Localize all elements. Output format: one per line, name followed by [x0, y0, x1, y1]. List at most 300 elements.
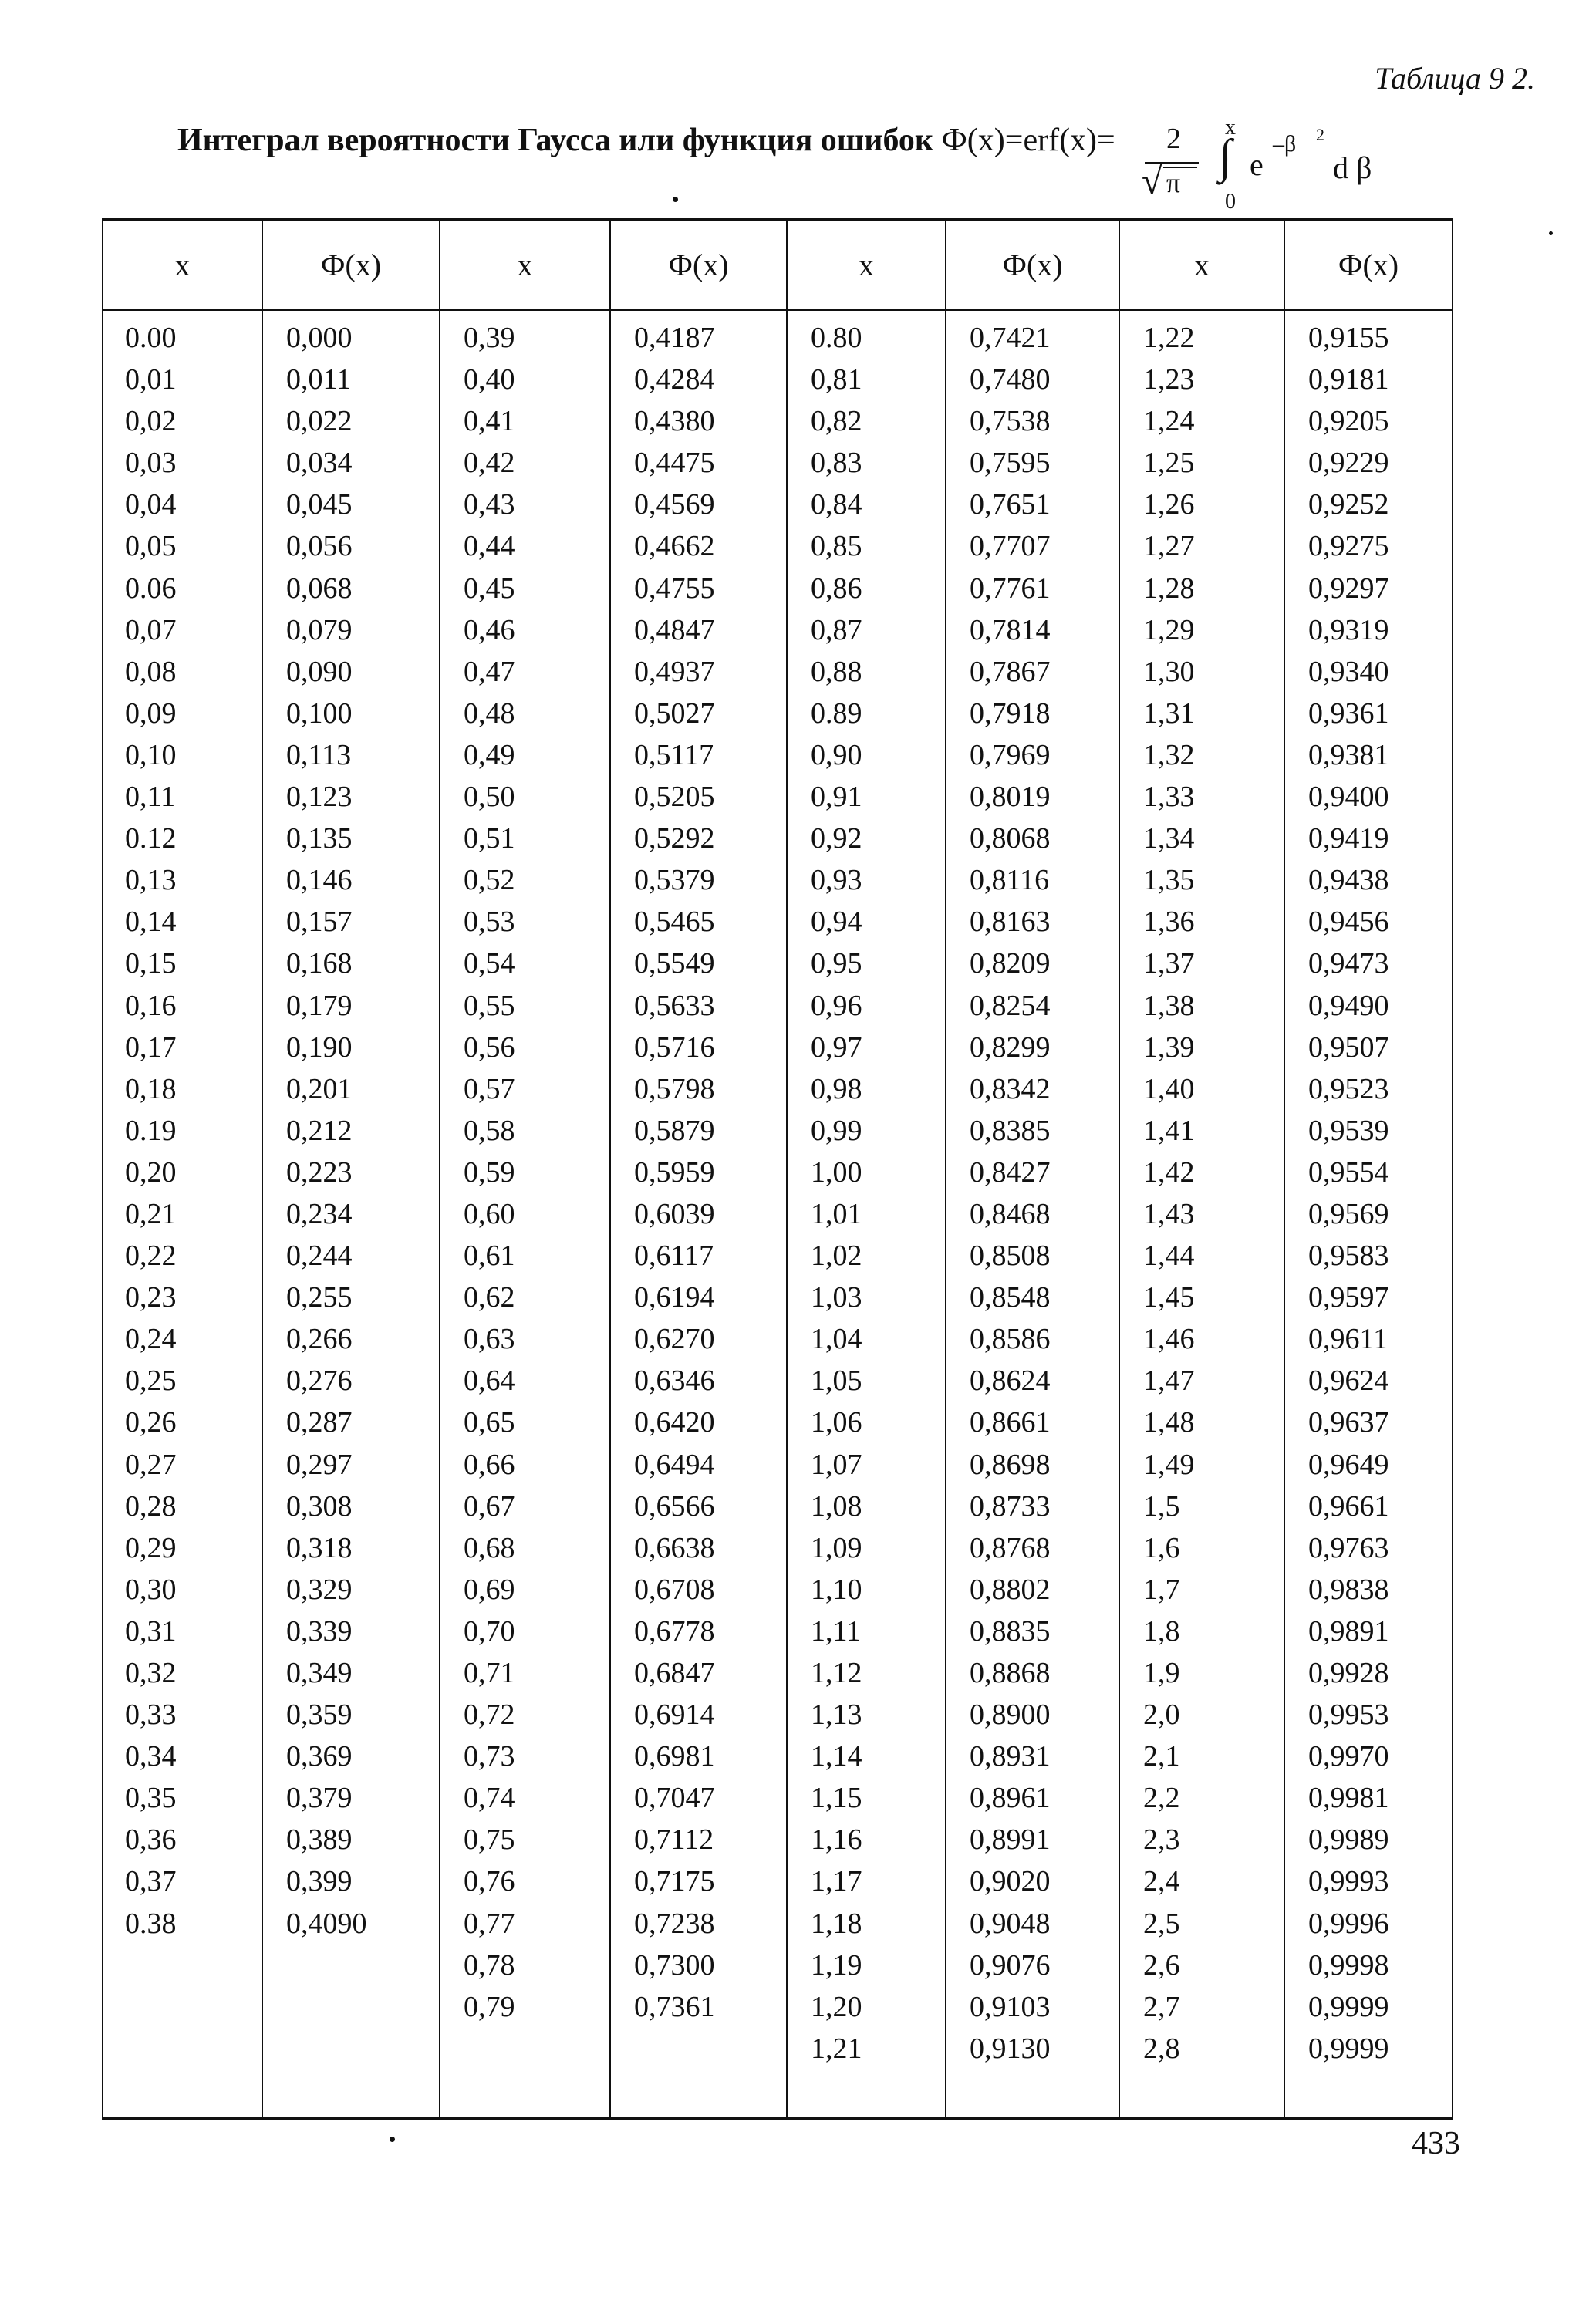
- table-cell: 0,9624: [1308, 1364, 1389, 1398]
- table-cell: 0,9130: [970, 2032, 1051, 2065]
- table-cell: 0,123: [286, 781, 353, 814]
- table-cell: 0,7421: [970, 322, 1051, 354]
- table-cell: 1,02: [811, 1240, 862, 1273]
- table-cell: 0,29: [125, 1531, 177, 1564]
- table-cell: 0,212: [286, 1114, 353, 1147]
- table-cell: 0.12: [125, 822, 177, 855]
- table-cell: 0,97: [811, 1031, 862, 1064]
- table-cell: 0,61: [464, 1240, 515, 1273]
- formula-pi: π: [1166, 167, 1181, 198]
- table-cell: 0,7361: [634, 1990, 715, 2023]
- table-cell: 0,7538: [970, 405, 1051, 438]
- table-cell: 0,8254: [970, 989, 1051, 1022]
- table-cell: 1,28: [1143, 572, 1195, 605]
- table-cell: 1,17: [811, 1865, 862, 1898]
- column-header: Ф(x): [1284, 219, 1453, 310]
- table-cell: 0,16: [125, 989, 177, 1022]
- table-cell: 0,7867: [970, 655, 1051, 688]
- table-cell: 0,339: [286, 1614, 353, 1648]
- table-cell: 0,6117: [634, 1240, 714, 1273]
- table-cell: 0,9252: [1308, 488, 1389, 521]
- table-cell: 1,12: [811, 1657, 862, 1689]
- table-cell: 0,5379: [634, 864, 715, 897]
- page-number: 433: [1412, 2126, 1460, 2161]
- table-cell: 2,6: [1143, 1948, 1180, 1982]
- table-cell: 0,379: [286, 1782, 353, 1815]
- table-cell: 1,19: [811, 1948, 862, 1982]
- table-cell: 0,9611: [1308, 1323, 1388, 1356]
- table-cell: 0,17: [125, 1031, 177, 1064]
- table-cell: 1,20: [811, 1990, 862, 2023]
- table-cell: 0,7918: [970, 697, 1051, 730]
- table-cell: 0,24: [125, 1323, 177, 1356]
- table-cell: 0,090: [286, 655, 353, 688]
- table-cell: 0,8209: [970, 947, 1051, 980]
- table-cell: 0,9076: [970, 1948, 1051, 1982]
- table-cell: 0,9229: [1308, 447, 1389, 480]
- table-cell: 0,87: [811, 613, 862, 646]
- table-cell: 0,7814: [970, 613, 1051, 646]
- table-cell: 0,03: [125, 447, 177, 480]
- table-title: [177, 122, 1115, 159]
- table-cell: 0,9996: [1308, 1907, 1389, 1940]
- table-cell: 0,41: [464, 405, 515, 438]
- column-header: Ф(x): [610, 219, 787, 310]
- table-cell: 0,9319: [1308, 613, 1389, 646]
- table-cell: 0,4662: [634, 530, 715, 563]
- table-cell: 0,9637: [1308, 1406, 1389, 1439]
- table-cell: 0,201: [286, 1072, 353, 1105]
- table-cell: 0,297: [286, 1448, 353, 1481]
- table-cell: 1,00: [811, 1155, 862, 1189]
- table-cell: 0,58: [464, 1114, 515, 1147]
- table-cell: 1,22: [1143, 322, 1195, 354]
- table-cell: 1,21: [811, 2032, 862, 2065]
- table-cell: 0,168: [286, 947, 353, 980]
- table-cell: 0,4380: [634, 405, 715, 438]
- table-cell: 1,33: [1143, 781, 1195, 814]
- table-cell: 0.38: [125, 1907, 177, 1940]
- table-cell: 0,79: [464, 1990, 515, 2023]
- table-cell: 0,349: [286, 1657, 353, 1689]
- column-header: x: [103, 219, 262, 310]
- print-speck: [673, 197, 678, 202]
- erf-formula: [1134, 116, 1381, 216]
- table-cell: 0,9649: [1308, 1448, 1389, 1481]
- table-cell: 0,4755: [634, 572, 715, 605]
- table-cell: 0,96: [811, 989, 862, 1022]
- table-cell: 0,8961: [970, 1782, 1051, 1815]
- table-cell: 0,9419: [1308, 822, 1389, 855]
- table-cell: 0,9838: [1308, 1573, 1389, 1606]
- table-cell: 0,255: [286, 1281, 353, 1314]
- column-header: x: [1119, 219, 1284, 310]
- table-cell: 0,8698: [970, 1448, 1051, 1481]
- table-cell: 0,52: [464, 864, 515, 897]
- table-cell: 0,6494: [634, 1448, 715, 1481]
- table-cell: 0,5292: [634, 822, 715, 855]
- table-cell: 0,08: [125, 655, 177, 688]
- table-cell: 1,13: [811, 1698, 862, 1732]
- table-cell: 1,32: [1143, 738, 1195, 771]
- table-cell: 0,13: [125, 864, 177, 897]
- table-cell: 0,76: [464, 1865, 515, 1898]
- x-column-2: [440, 310, 610, 2119]
- table-cell: 0,4187: [634, 322, 715, 354]
- table-cell: 0,7238: [634, 1907, 715, 1940]
- table-cell: 1,23: [1143, 363, 1195, 396]
- table-cell: 0,4475: [634, 447, 715, 480]
- table-cell: 0,26: [125, 1406, 177, 1439]
- table-cell: 1,05: [811, 1364, 862, 1398]
- table-cell: 2,0: [1143, 1698, 1180, 1732]
- table-cell: 0,266: [286, 1323, 353, 1356]
- table-cell: 0,8768: [970, 1531, 1051, 1564]
- table-cell: 0,9953: [1308, 1698, 1389, 1732]
- table-cell: 0,57: [464, 1072, 515, 1105]
- table-cell: 1,34: [1143, 822, 1195, 855]
- table-cell: 0,318: [286, 1531, 353, 1564]
- table-cell: 0,7969: [970, 738, 1051, 771]
- table-cell: 0,8342: [970, 1072, 1051, 1105]
- table-cell: 1,46: [1143, 1323, 1195, 1356]
- table-cell: 0,9597: [1308, 1281, 1389, 1314]
- table-number: Таблица 9 2.: [1375, 61, 1535, 96]
- table-cell: 0,9583: [1308, 1240, 1389, 1273]
- table-cell: 0,8385: [970, 1114, 1051, 1147]
- table-cell: 1,24: [1143, 405, 1195, 438]
- integral-lower-limit: 0: [1225, 190, 1236, 214]
- table-cell: 0,223: [286, 1155, 353, 1189]
- table-cell: 0.06: [125, 572, 177, 605]
- table-cell: 0,8116: [970, 864, 1050, 897]
- table-cell: 0,9999: [1308, 2032, 1389, 2065]
- phi-column-4: [1284, 310, 1453, 2119]
- table-cell: 0,308: [286, 1489, 353, 1523]
- table-cell: 0,77: [464, 1907, 515, 1940]
- table-cell: 0,8508: [970, 1240, 1051, 1273]
- table-cell: 0,9763: [1308, 1531, 1389, 1564]
- formula-e: e: [1250, 147, 1264, 182]
- table-cell: 0,5959: [634, 1155, 715, 1189]
- table-cell: 0,59: [464, 1155, 515, 1189]
- table-cell: 1,49: [1143, 1448, 1195, 1481]
- table-header-row: [103, 219, 1453, 310]
- table-cell: 1,45: [1143, 1281, 1195, 1314]
- table-cell: 0,5205: [634, 781, 715, 814]
- x-column-1: [103, 310, 262, 2119]
- table-cell: 0,4847: [634, 613, 715, 646]
- table-cell: 2,4: [1143, 1865, 1180, 1898]
- table-cell: 0,7480: [970, 363, 1051, 396]
- table-cell: 0,43: [464, 488, 515, 521]
- table-cell: 1,14: [811, 1740, 862, 1773]
- integral-upper-limit: x: [1225, 116, 1236, 140]
- table-cell: 0,9993: [1308, 1865, 1389, 1898]
- table-cell: 0,8019: [970, 781, 1051, 814]
- table-cell: 1,08: [811, 1489, 862, 1523]
- table-cell: 0,9507: [1308, 1031, 1389, 1064]
- table-cell: 0,8548: [970, 1281, 1051, 1314]
- table-cell: 0,4284: [634, 363, 715, 396]
- table-cell: 0,6346: [634, 1364, 715, 1398]
- table-cell: 1,39: [1143, 1031, 1195, 1064]
- table-cell: 0,66: [464, 1448, 515, 1481]
- table-cell: 0,68: [464, 1531, 515, 1564]
- table-cell: 0,23: [125, 1281, 177, 1314]
- table-cell: 0,35: [125, 1782, 177, 1815]
- table-cell: 0,44: [464, 530, 515, 563]
- table-cell: 0,6194: [634, 1281, 715, 1314]
- title-function-text: Ф(x)=erf(x)=: [941, 123, 1115, 158]
- table-cell: 0,31: [125, 1614, 177, 1648]
- table-cell: 0,8991: [970, 1823, 1051, 1857]
- table-cell: 0,84: [811, 488, 862, 521]
- table-cell: 1,43: [1143, 1197, 1195, 1230]
- table-cell: 0,02: [125, 405, 177, 438]
- table-cell: 1,25: [1143, 447, 1195, 480]
- table-cell: 0,9490: [1308, 989, 1389, 1022]
- table-cell: 0,6039: [634, 1197, 715, 1230]
- table-cell: 0,11: [125, 781, 176, 814]
- table-cell: 0,01: [125, 363, 177, 396]
- table-cell: 0,47: [464, 655, 515, 688]
- table-cell: 1,40: [1143, 1072, 1195, 1105]
- table-cell: 0.89: [811, 697, 862, 730]
- table-cell: 0,8163: [970, 906, 1051, 939]
- table-cell: 0,74: [464, 1782, 515, 1815]
- table-cell: 0,70: [464, 1614, 515, 1648]
- table-cell: 0,389: [286, 1823, 353, 1857]
- table-cell: 0,8733: [970, 1489, 1051, 1523]
- table-cell: 0,8299: [970, 1031, 1051, 1064]
- table-cell: 0,287: [286, 1406, 353, 1439]
- table-cell: 0,55: [464, 989, 515, 1022]
- table-cell: 0,9275: [1308, 530, 1389, 563]
- table-cell: 0,9523: [1308, 1072, 1389, 1105]
- table-cell: 0,244: [286, 1240, 353, 1273]
- table-cell: 0,9554: [1308, 1155, 1389, 1189]
- table-cell: 0,48: [464, 697, 515, 730]
- table-cell: 0,94: [811, 906, 862, 939]
- table-cell: 0,6566: [634, 1489, 715, 1523]
- table-cell: 1,07: [811, 1448, 862, 1481]
- table-cell: 0,8468: [970, 1197, 1051, 1230]
- column-header: x: [787, 219, 946, 310]
- table-cell: 0,32: [125, 1657, 177, 1689]
- table-cell: 0,37: [125, 1865, 177, 1898]
- table-cell: 0,72: [464, 1698, 515, 1732]
- table-cell: 0,9381: [1308, 738, 1389, 771]
- table-cell: 0,9020: [970, 1865, 1051, 1898]
- table-cell: 1,03: [811, 1281, 862, 1314]
- table-cell: 0,20: [125, 1155, 177, 1189]
- table-cell: 0,399: [286, 1865, 353, 1898]
- table-cell: 0.00: [125, 322, 177, 354]
- table-cell: 0,73: [464, 1740, 515, 1773]
- table-cell: 0,6914: [634, 1698, 715, 1732]
- table-cell: 0,234: [286, 1197, 353, 1230]
- table-cell: 0,42: [464, 447, 515, 480]
- table-cell: 0,99: [811, 1114, 862, 1147]
- table-cell: 1,48: [1143, 1406, 1195, 1439]
- table-cell: 0,9999: [1308, 1990, 1389, 2023]
- table-cell: 0,8624: [970, 1364, 1051, 1398]
- table-cell: 0,75: [464, 1823, 515, 1857]
- table-cell: 0,7300: [634, 1948, 715, 1982]
- table-cell: 0,64: [464, 1364, 515, 1398]
- table-cell: 1,06: [811, 1406, 862, 1439]
- column-header: x: [440, 219, 610, 310]
- table-cell: 0,7595: [970, 447, 1051, 480]
- table-cell: 2,2: [1143, 1782, 1180, 1815]
- formula-differential: d β: [1333, 150, 1372, 185]
- table-cell: 0,190: [286, 1031, 353, 1064]
- x-column-3: [787, 310, 946, 2119]
- table-cell: 1,5: [1143, 1489, 1180, 1523]
- table-cell: 0,51: [464, 822, 515, 855]
- table-cell: 0,369: [286, 1740, 353, 1773]
- table-body-row: [103, 310, 1453, 2119]
- table-cell: 0,7047: [634, 1782, 715, 1815]
- column-header: Ф(x): [262, 219, 440, 310]
- table-cell: 0,22: [125, 1240, 177, 1273]
- table-cell: 0,5027: [634, 697, 715, 730]
- table-cell: 0,8931: [970, 1740, 1051, 1773]
- table-cell: 0,5798: [634, 1072, 715, 1105]
- table-cell: 0,9539: [1308, 1114, 1389, 1147]
- table-cell: 0,60: [464, 1197, 515, 1230]
- table-cell: 0,9361: [1308, 697, 1389, 730]
- table-cell: 0,7112: [634, 1823, 714, 1857]
- table-cell: 0.19: [125, 1114, 177, 1147]
- table-cell: 0,7175: [634, 1865, 715, 1898]
- table-cell: 0,6638: [634, 1531, 715, 1564]
- table-cell: 0,25: [125, 1364, 177, 1398]
- table-cell: 0,49: [464, 738, 515, 771]
- table-cell: 0,71: [464, 1657, 515, 1689]
- table-cell: 0,100: [286, 697, 353, 730]
- table-cell: 0,05: [125, 530, 177, 563]
- table-cell: 0,8868: [970, 1657, 1051, 1689]
- table-cell: 0,8586: [970, 1323, 1051, 1356]
- table-cell: 0,63: [464, 1323, 515, 1356]
- table-cell: 0,079: [286, 613, 353, 646]
- table-cell: 0,92: [811, 822, 862, 855]
- table-cell: 1,38: [1143, 989, 1195, 1022]
- table-cell: 2,5: [1143, 1907, 1180, 1940]
- table-cell: 0,276: [286, 1364, 353, 1398]
- integral-sign: ∫: [1219, 130, 1232, 183]
- print-speck: [390, 2137, 395, 2142]
- table-cell: 0,39: [464, 322, 515, 354]
- table-cell: 0,9400: [1308, 781, 1389, 814]
- formula-exponent-power: 2: [1316, 125, 1324, 144]
- table-cell: 1,44: [1143, 1240, 1195, 1273]
- table-cell: 0,011: [286, 363, 352, 396]
- table-cell: 0,50: [464, 781, 515, 814]
- table-cell: 0,157: [286, 906, 353, 939]
- table-cell: 0,15: [125, 947, 177, 980]
- table-cell: 1,27: [1143, 530, 1195, 563]
- table-cell: 2,1: [1143, 1740, 1180, 1773]
- table-cell: 1,7: [1143, 1573, 1180, 1606]
- table-cell: 1,15: [811, 1782, 862, 1815]
- table-cell: 0,5549: [634, 947, 715, 980]
- table-cell: 0,9981: [1308, 1782, 1389, 1815]
- table-cell: 1,8: [1143, 1614, 1180, 1648]
- table-cell: 0,9205: [1308, 405, 1389, 438]
- table-cell: 0,07: [125, 613, 177, 646]
- table-cell: 0,18: [125, 1072, 177, 1105]
- title-bold-text: Интеграл вероятности Гаусса или функция ошибок: [177, 123, 934, 158]
- table-cell: 0,85: [811, 530, 862, 563]
- table-cell: 0,9103: [970, 1990, 1051, 2023]
- table-cell: 2,7: [1143, 1990, 1180, 2023]
- table-cell: 0,9661: [1308, 1489, 1389, 1523]
- table-cell: 0,045: [286, 488, 353, 521]
- table-cell: 1,9: [1143, 1657, 1180, 1689]
- table-cell: 0,5117: [634, 738, 714, 771]
- table-cell: 1,01: [811, 1197, 862, 1230]
- table-cell: 0,5879: [634, 1114, 715, 1147]
- print-speck: [1549, 231, 1553, 235]
- table-cell: 0,9989: [1308, 1823, 1389, 1857]
- table-cell: 0,34: [125, 1740, 177, 1773]
- table-cell: 0,8835: [970, 1614, 1051, 1648]
- table-cell: 0,91: [811, 781, 862, 814]
- table-cell: 1,31: [1143, 697, 1195, 730]
- table-cell: 0,056: [286, 530, 353, 563]
- table-cell: 0,82: [811, 405, 862, 438]
- table-cell: 0,9928: [1308, 1657, 1389, 1689]
- phi-column-3: [946, 310, 1119, 2119]
- table-cell: 1,41: [1143, 1114, 1195, 1147]
- table-cell: 0,28: [125, 1489, 177, 1523]
- table-cell: 0,8068: [970, 822, 1051, 855]
- table-cell: 0,86: [811, 572, 862, 605]
- table-cell: 0,7707: [970, 530, 1051, 563]
- table-cell: 1,37: [1143, 947, 1195, 980]
- table-cell: 1,36: [1143, 906, 1195, 939]
- table-cell: 1,6: [1143, 1531, 1180, 1564]
- table-cell: 0,69: [464, 1573, 515, 1606]
- table-cell: 1,26: [1143, 488, 1195, 521]
- table-cell: 0,9155: [1308, 322, 1389, 354]
- table-cell: 0,329: [286, 1573, 353, 1606]
- table-cell: 0,65: [464, 1406, 515, 1439]
- table-cell: 2,3: [1143, 1823, 1180, 1857]
- table-cell: 0,359: [286, 1698, 353, 1732]
- table-cell: 0,33: [125, 1698, 177, 1732]
- table-cell: 0,21: [125, 1197, 177, 1230]
- table-cell: 1,10: [811, 1573, 862, 1606]
- table-cell: 0,30: [125, 1573, 177, 1606]
- table-cell: 1,11: [811, 1614, 862, 1648]
- table-cell: 0,6981: [634, 1740, 715, 1773]
- table-cell: 0,93: [811, 864, 862, 897]
- formula-numerator: 2: [1166, 123, 1181, 155]
- table-cell: 0,62: [464, 1281, 515, 1314]
- table-cell: 1,30: [1143, 655, 1195, 688]
- table-cell: 0,9998: [1308, 1948, 1389, 1982]
- table-cell: 0,9569: [1308, 1197, 1389, 1230]
- table-cell: 0,5633: [634, 989, 715, 1022]
- table-cell: 0,09: [125, 697, 177, 730]
- table-cell: 0,6708: [634, 1573, 715, 1606]
- x-column-4: [1119, 310, 1284, 2119]
- phi-column-2: [610, 310, 787, 2119]
